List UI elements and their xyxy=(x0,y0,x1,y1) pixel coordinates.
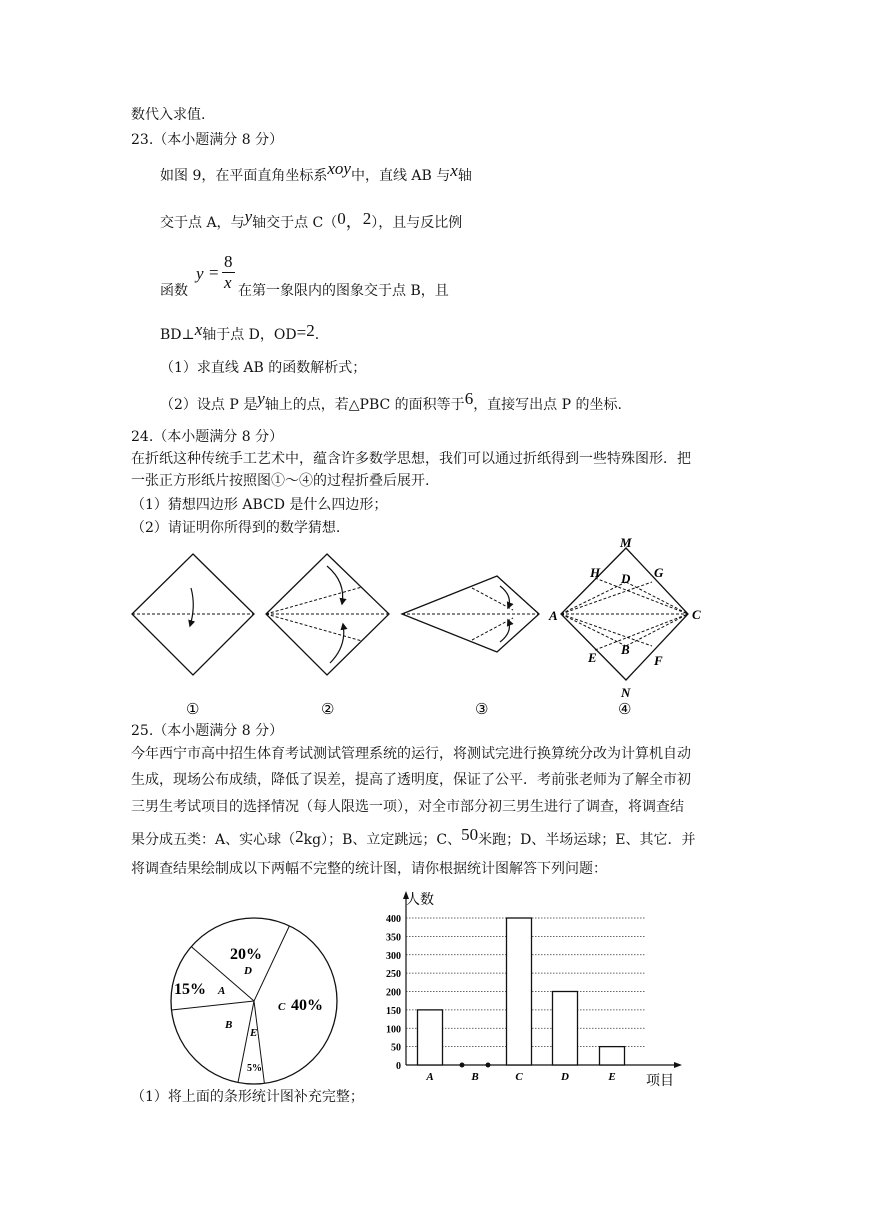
bar-B-dot-left xyxy=(460,1063,465,1068)
q25-para4-a: 果分成五类：A、实心球（ xyxy=(131,832,296,848)
q23-sub2 xyxy=(160,389,622,414)
q25-para4 xyxy=(131,825,696,849)
q25-header: 25.（本小题满分 8 分） xyxy=(131,723,284,739)
label-D: D xyxy=(621,571,631,586)
fold-figure-1 xyxy=(132,554,254,675)
q23-sub2-b: 轴上的点，若△PBC 的面积等于 xyxy=(264,397,465,413)
bar-B-dot-right xyxy=(486,1063,491,1068)
bar-chart xyxy=(370,885,690,1095)
q25-para3: 三男生考试项目的选择情况（每人限选一项），对全市部分初三男生进行了调查，将调查结 xyxy=(131,799,684,815)
kg-value: 2 xyxy=(295,827,304,846)
ytick-350: 350 xyxy=(386,932,401,944)
var-xoy: xoy xyxy=(327,159,351,178)
label-C: C xyxy=(692,607,701,622)
q23-line2-b: 轴交于点 C（ xyxy=(252,215,338,231)
xtick-B: B xyxy=(471,1071,479,1083)
pie-percent-C: 40% xyxy=(291,997,323,1014)
ytick-150: 150 xyxy=(386,1005,401,1017)
xtick-E: E xyxy=(608,1071,616,1083)
label-A: A xyxy=(549,608,558,623)
q25-para4-c: 米跑；D、半场运球；E、其它．并 xyxy=(478,832,696,848)
fold-figure-3 xyxy=(402,576,539,652)
bar-chart-xlabel: 项目 xyxy=(646,1074,674,1089)
var-y-2: y xyxy=(257,389,265,408)
xtick-D: D xyxy=(561,1071,569,1083)
bar-D xyxy=(553,992,578,1066)
fold-figure-4 xyxy=(548,535,701,700)
q23-line3-a: 函数 xyxy=(160,283,188,299)
q23-line3-b: 在第一象限内的图象交于点 B，且 xyxy=(238,283,449,299)
bar-chart-ylabel: 人数 xyxy=(406,893,434,908)
xtick-C: C xyxy=(515,1071,523,1083)
od-value: 2 xyxy=(306,321,315,340)
var-y: y xyxy=(244,207,253,226)
coord-0: 0 xyxy=(337,209,346,228)
q23-sub1: （1）求直线 AB 的函数解析式； xyxy=(160,360,367,376)
label-E: E xyxy=(588,650,597,665)
q24-para1: 在折纸这种传统手工艺术中，蕴含许多数学思想，我们可以通过折纸得到一些特殊图形．把 xyxy=(131,451,691,467)
var-x-2: x xyxy=(194,320,203,339)
q23-line1-a: 如图 9，在平面直角坐标系 xyxy=(160,168,328,184)
pie-label-C: C xyxy=(278,1001,286,1013)
label-B: B xyxy=(621,642,630,657)
bar-C xyxy=(507,918,532,1065)
q23-header: 23.（本小题满分 8 分） xyxy=(131,132,284,148)
q25-para4-b: kg）；B、立定跳远；C、 xyxy=(303,832,462,848)
fraction-y: y xyxy=(196,264,204,283)
fold-figure-2 xyxy=(266,554,389,675)
label-F: F xyxy=(654,653,663,668)
q23-line2 xyxy=(160,207,463,232)
folding-figures xyxy=(0,530,869,725)
q23-line1 xyxy=(160,159,472,185)
ytick-100: 100 xyxy=(386,1024,401,1036)
q25-sub1: （1）将上面的条形统计图补充完整； xyxy=(131,1089,364,1105)
q24-para2: 一张正方形纸片按照图①～④的过程折叠后展开. xyxy=(131,473,430,489)
fig-label-4: ④ xyxy=(618,702,632,718)
pie-label-E: E xyxy=(250,1027,258,1039)
q24-header: 24.（本小题满分 8 分） xyxy=(131,429,284,445)
fraction-denominator: x xyxy=(224,273,232,292)
q23-line1-b: 中，直线 AB 与 xyxy=(350,168,451,184)
fig-label-3: ③ xyxy=(475,702,489,718)
ytick-250: 250 xyxy=(386,969,401,981)
ytick-0: 0 xyxy=(396,1061,401,1072)
pie-label-B: B xyxy=(225,1019,233,1031)
ytick-400: 400 xyxy=(386,914,401,925)
q25-para2: 生成，现场公布成绩，降低了误差，提高了透明度，保证了公平．考前张老师为了解全市初 xyxy=(131,772,691,788)
coord-comma: ， xyxy=(345,212,363,231)
fraction-equals: = xyxy=(209,263,219,282)
meters-value: 50 xyxy=(461,825,479,844)
pie-label-D: D xyxy=(244,965,252,977)
q23-line1-c: 轴 xyxy=(457,168,472,184)
q23-line4-b: 轴于点 D，OD xyxy=(202,327,297,343)
q24-sub1: （1）猜想四边形 ABCD 是什么四边形； xyxy=(131,497,388,513)
q23-line2-c: ），且与反比例 xyxy=(371,215,463,231)
q23-sub2-c: ，直接写出点 P 的坐标. xyxy=(473,397,622,413)
pie-percent-A: 15% xyxy=(174,981,206,998)
ytick-50: 50 xyxy=(391,1042,401,1054)
q23-line4 xyxy=(160,320,320,344)
equals: = xyxy=(296,323,307,342)
bar-E xyxy=(600,1047,625,1065)
label-H: H xyxy=(590,565,601,580)
x-axis-arrow xyxy=(674,1062,682,1068)
fig-label-1: ① xyxy=(186,702,200,718)
pie-percent-D: 20% xyxy=(230,946,262,963)
area-six: 6 xyxy=(464,389,474,408)
q22-tail: 数代入求值. xyxy=(131,107,206,123)
xtick-A: A xyxy=(426,1071,434,1083)
q23-line2-a: 交于点 A，与 xyxy=(160,215,245,231)
label-M: M xyxy=(620,535,632,550)
var-x: x xyxy=(450,161,458,180)
ytick-200: 200 xyxy=(386,987,401,999)
bar-chart-plot xyxy=(386,891,682,1083)
label-N: N xyxy=(621,685,631,700)
q23-sub2-a: （2）设点 P 是 xyxy=(160,397,258,413)
bar-A xyxy=(418,1010,443,1065)
ytick-300: 300 xyxy=(386,950,401,962)
pie-percent-E: 5% xyxy=(247,1063,262,1074)
q25-para1: 今年西宁市高中招生体育考试测试管理系统的运行，将测试完进行换算统分改为计算机自动 xyxy=(131,746,691,762)
pie-chart xyxy=(168,908,348,1092)
q23-line4-a: BD⊥ xyxy=(160,327,195,343)
q23-line4-c: . xyxy=(314,327,320,343)
q24-sub2: （2）请证明你所得到的数学猜想. xyxy=(131,520,341,536)
pie-label-A: A xyxy=(218,985,226,997)
label-G: G xyxy=(654,565,664,580)
fraction-numerator: 8 xyxy=(224,252,233,271)
coord-2: 2 xyxy=(362,209,372,228)
q25-para5: 将调查结果绘制成以下两幅不完整的统计图，请你根据统计图解答下列问题： xyxy=(131,861,607,877)
fig-label-2: ② xyxy=(321,702,335,718)
